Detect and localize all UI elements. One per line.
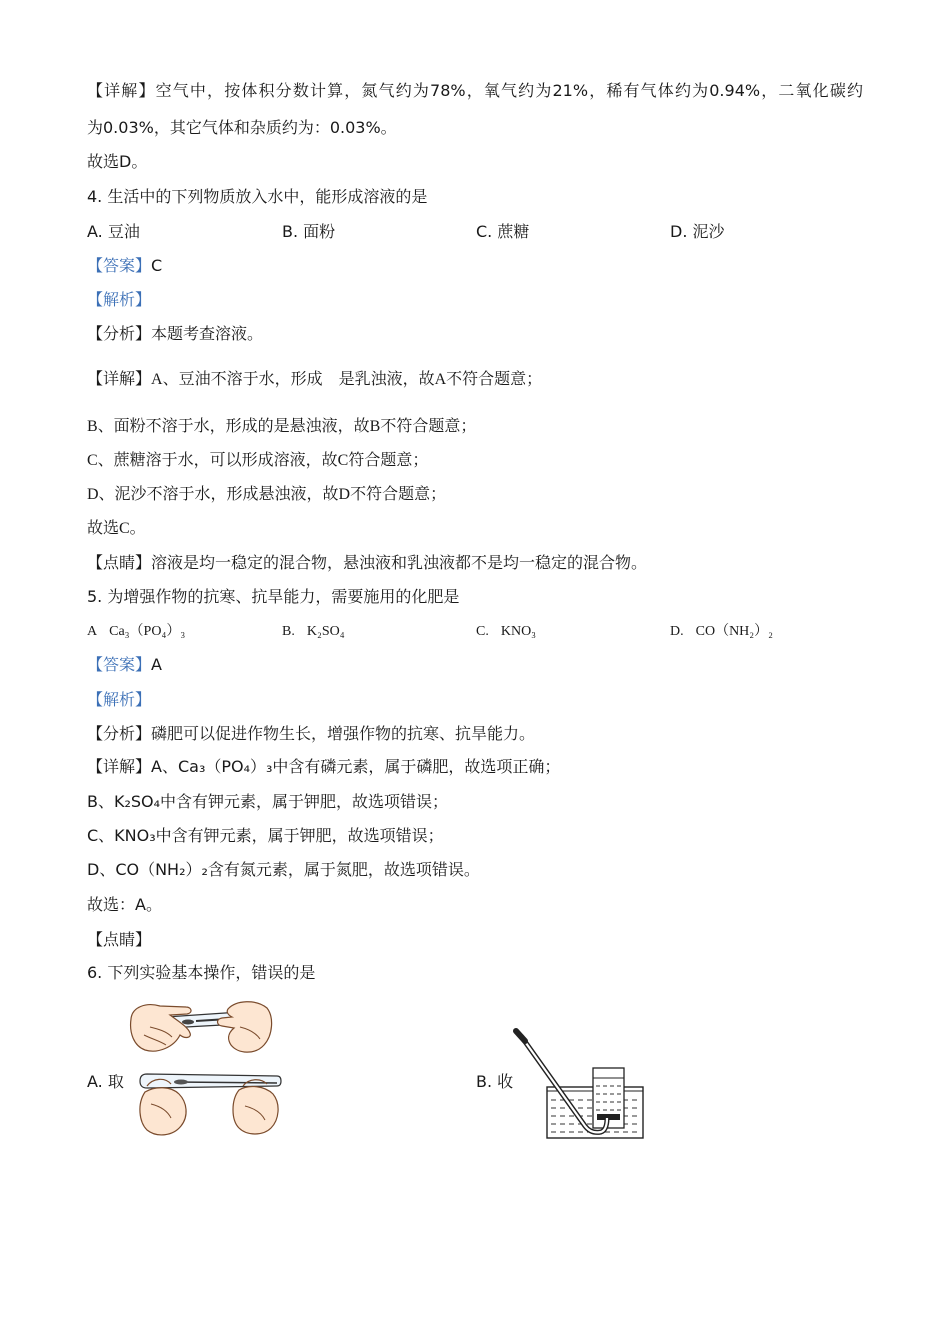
q4-detail-a (87, 369, 542, 391)
q4-detail-d: D、泥沙不溶于水，形成悬浊液，故D不符合题意； (87, 486, 447, 503)
q4-analysis-label: 【解析】 (87, 290, 152, 309)
q5-dianjing-label: 【点睛】 (87, 930, 152, 949)
q5-conclusion: 故选：A。 (87, 895, 162, 914)
q4-conclusion: 故选C。 (87, 520, 146, 537)
q3-detail-label: 【详解】 (87, 81, 156, 100)
q4-dianjing (87, 552, 647, 574)
q5-option-d (670, 621, 773, 643)
q6-option-b: B. 收 (476, 1072, 514, 1091)
q4-option-d: D. 泥沙 (670, 222, 725, 241)
test-tube-spatula-illustration (128, 997, 274, 1059)
q5-detail-label: 【详解】 (87, 757, 152, 776)
q3-detail-line-1 (87, 80, 863, 102)
q5-fenxi-label: 【分析】 (87, 724, 152, 743)
q5-detail-d: D、CO（NH₂）₂含有氮元素，属于氮肥，故选项错误。 (87, 860, 480, 879)
q3-detail-line-2: 为0.03%，其它气体和杂质约为：0.03%。 (87, 118, 397, 137)
test-tube-paper-trough-illustration (135, 1064, 285, 1139)
q5-answer-label: 【答案】 (87, 655, 152, 674)
q4-detail-label: 【详解】 (87, 371, 152, 388)
q4-answer-value: C (151, 256, 163, 275)
q5-detail-a-text: A、Ca₃（PO₄）₃中含有磷元素，属于磷肥，故选项正确； (151, 757, 561, 776)
q4-fenxi (87, 323, 263, 345)
q4-dianjing-text: 溶液是均一稳定的混合物，悬浊液和乳浊液都不是均一稳定的混合物。 (151, 553, 648, 572)
q5-detail-a (87, 756, 560, 778)
q6-option-a: A. 取 (87, 1072, 124, 1091)
q4-option-b: B. 面粉 (282, 222, 336, 241)
q5-answer-value: A (151, 655, 162, 674)
q5-fenxi (87, 723, 535, 745)
q4-option-c: C. 蔗糖 (476, 222, 530, 241)
gas-collection-illustration (513, 1028, 648, 1143)
q3-detail-text-1: 空气中，按体积分数计算，氮气约为78%，氧气约为21%，稀有气体约为0.94%，二氧化碳约 (155, 81, 863, 100)
q4-dianjing-label: 【点睛】 (87, 553, 152, 572)
q6-stem: 6. 下列实验基本操作，错误的是 (87, 963, 316, 982)
q4-answer (87, 255, 162, 277)
q5-answer (87, 654, 162, 676)
q4-detail-a-text: A、豆油不溶于水，形成 是乳浊液，故A不符合题意； (151, 371, 543, 388)
q5-option-a-letter: A (87, 624, 98, 639)
q5-option-b (282, 621, 345, 643)
q4-fenxi-label: 【分析】 (87, 324, 152, 343)
q5-option-c-formula: KNO₃ (500, 624, 537, 639)
q4-stem: 4. 生活中的下列物质放入水中，能形成溶液的是 (87, 187, 428, 206)
q5-option-a-formula: Ca₃（PO₄）₃ (109, 624, 186, 639)
q5-option-a (87, 621, 185, 643)
q5-option-c (476, 621, 536, 643)
q4-detail-c: C、蔗糖溶于水，可以形成溶液，故C符合题意； (87, 452, 429, 469)
q4-detail-b: B、面粉不溶于水，形成的是悬浊液，故B不符合题意； (87, 418, 477, 435)
q4-answer-label: 【答案】 (87, 256, 152, 275)
q5-fenxi-text: 磷肥可以促进作物生长，增强作物的抗寒、抗旱能力。 (151, 724, 536, 743)
q5-option-b-letter: B. (282, 624, 295, 639)
q5-option-b-formula: K₂SO₄ (306, 624, 345, 639)
q5-option-d-letter: D. (670, 624, 684, 639)
q5-stem: 5. 为增强作物的抗寒、抗旱能力，需要施用的化肥是 (87, 587, 460, 606)
q3-conclusion: 故选D。 (87, 152, 148, 171)
q5-detail-c: C、KNO₃中含有钾元素，属于钾肥，故选项错误； (87, 826, 444, 845)
q5-option-c-letter: C. (476, 624, 489, 639)
q5-option-d-formula: CO（NH₂）₂ (695, 624, 774, 639)
q5-analysis-label: 【解析】 (87, 690, 152, 709)
q4-fenxi-text: 本题考查溶液。 (151, 324, 264, 343)
q4-option-a: A. 豆油 (87, 222, 140, 241)
q5-detail-b: B、K₂SO₄中含有钾元素，属于钾肥，故选项错误； (87, 792, 449, 811)
